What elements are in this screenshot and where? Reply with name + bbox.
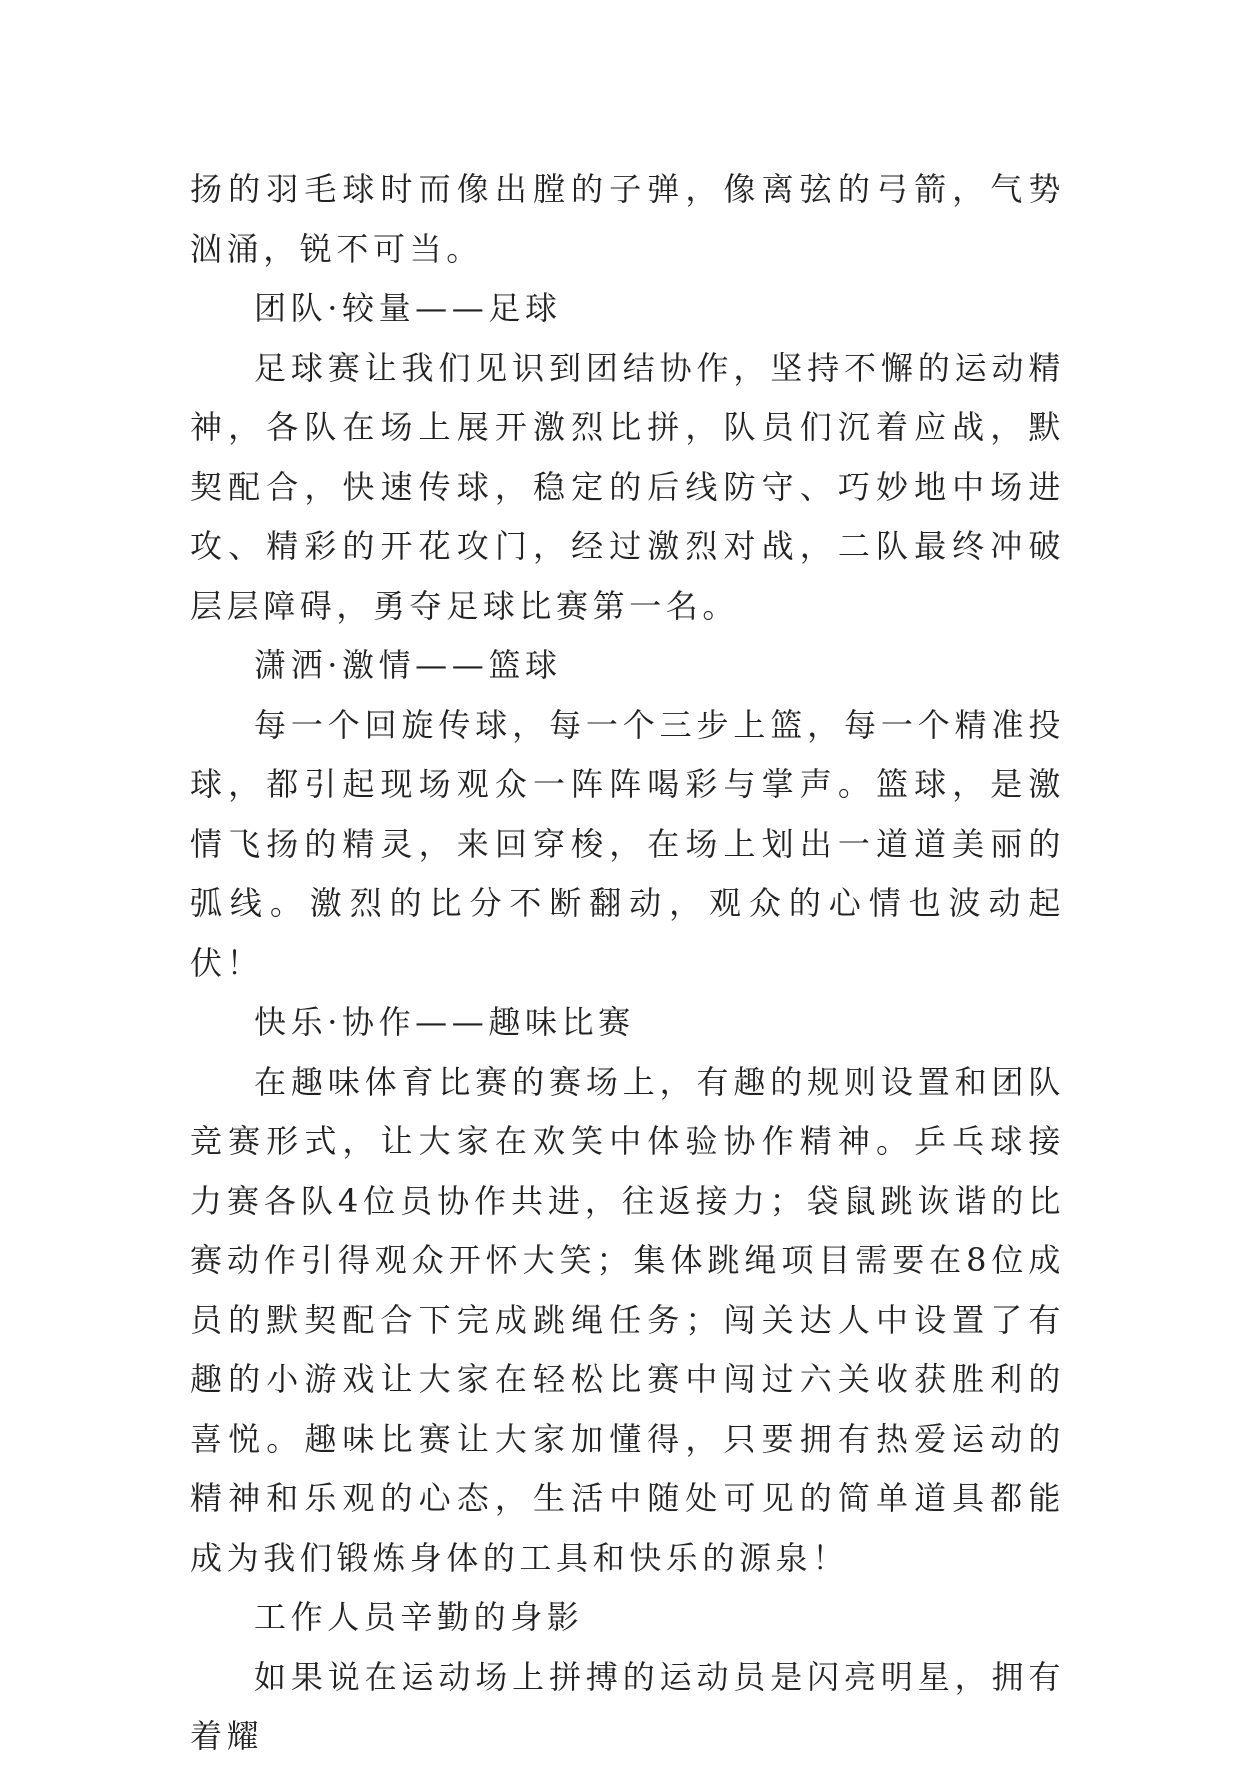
paragraph-football: 足球赛让我们见识到团结协作，坚持不懈的运动精神，各队在场上展开激烈比拼，队员们沉着应战，默契配合，快速传球，稳定的后线防守、巧妙地中场进攻、精彩的开花攻门，经过激烈对战，二队最终冲破层层障碍，勇夺足球比赛第一名。 xyxy=(190,348,1065,625)
paragraph-basketball: 每一个回旋传球，每一个三步上篮，每一个精准投球，都引起现场观众一阵阵喝彩与掌声。篮球，是激情飞扬的精灵，来回穿梭，在场上划出一道道美丽的弧线。激烈的比分不断翻动，观众的心情也波动起伏！ xyxy=(190,705,1065,982)
section-heading-fun-games: 快乐·协作——趣味比赛 xyxy=(254,1003,635,1041)
document-body xyxy=(190,160,1065,1767)
section-heading-football: 团队·较量——足球 xyxy=(254,289,562,327)
section-heading-basketball: 潇洒·激情——篮球 xyxy=(254,646,562,684)
paragraph-fun-games: 在趣味体育比赛的赛场上，有趣的规则设置和团队竞赛形式，让大家在欢笑中体验协作精神。乒乓球接力赛各队4位员协作共进，往返接力；袋鼠跳诙谐的比赛动作引得观众开怀大笑；集体跳绳项目需要在8位成员的默契配合下完成跳绳任务；闯关达人中设置了有趣的小游戏让大家在轻松比赛中闯过六关收获胜利的喜悦。趣味比赛让大家加懂得，只要拥有热爱运动的精神和乐观的心态，生活中随处可见的简单道具都能成为我们锻炼身体的工具和快乐的源泉！ xyxy=(190,1062,1065,1577)
paragraph-staff: 如果说在运动场上拼搏的运动员是闪亮明星，拥有着耀 xyxy=(190,1657,1065,1755)
paragraph-continued: 扬的羽毛球时而像出膛的子弹，像离弦的弓箭，气势汹涌，锐不可当。 xyxy=(190,170,1065,268)
section-heading-staff: 工作人员辛勤的身影 xyxy=(254,1598,584,1636)
